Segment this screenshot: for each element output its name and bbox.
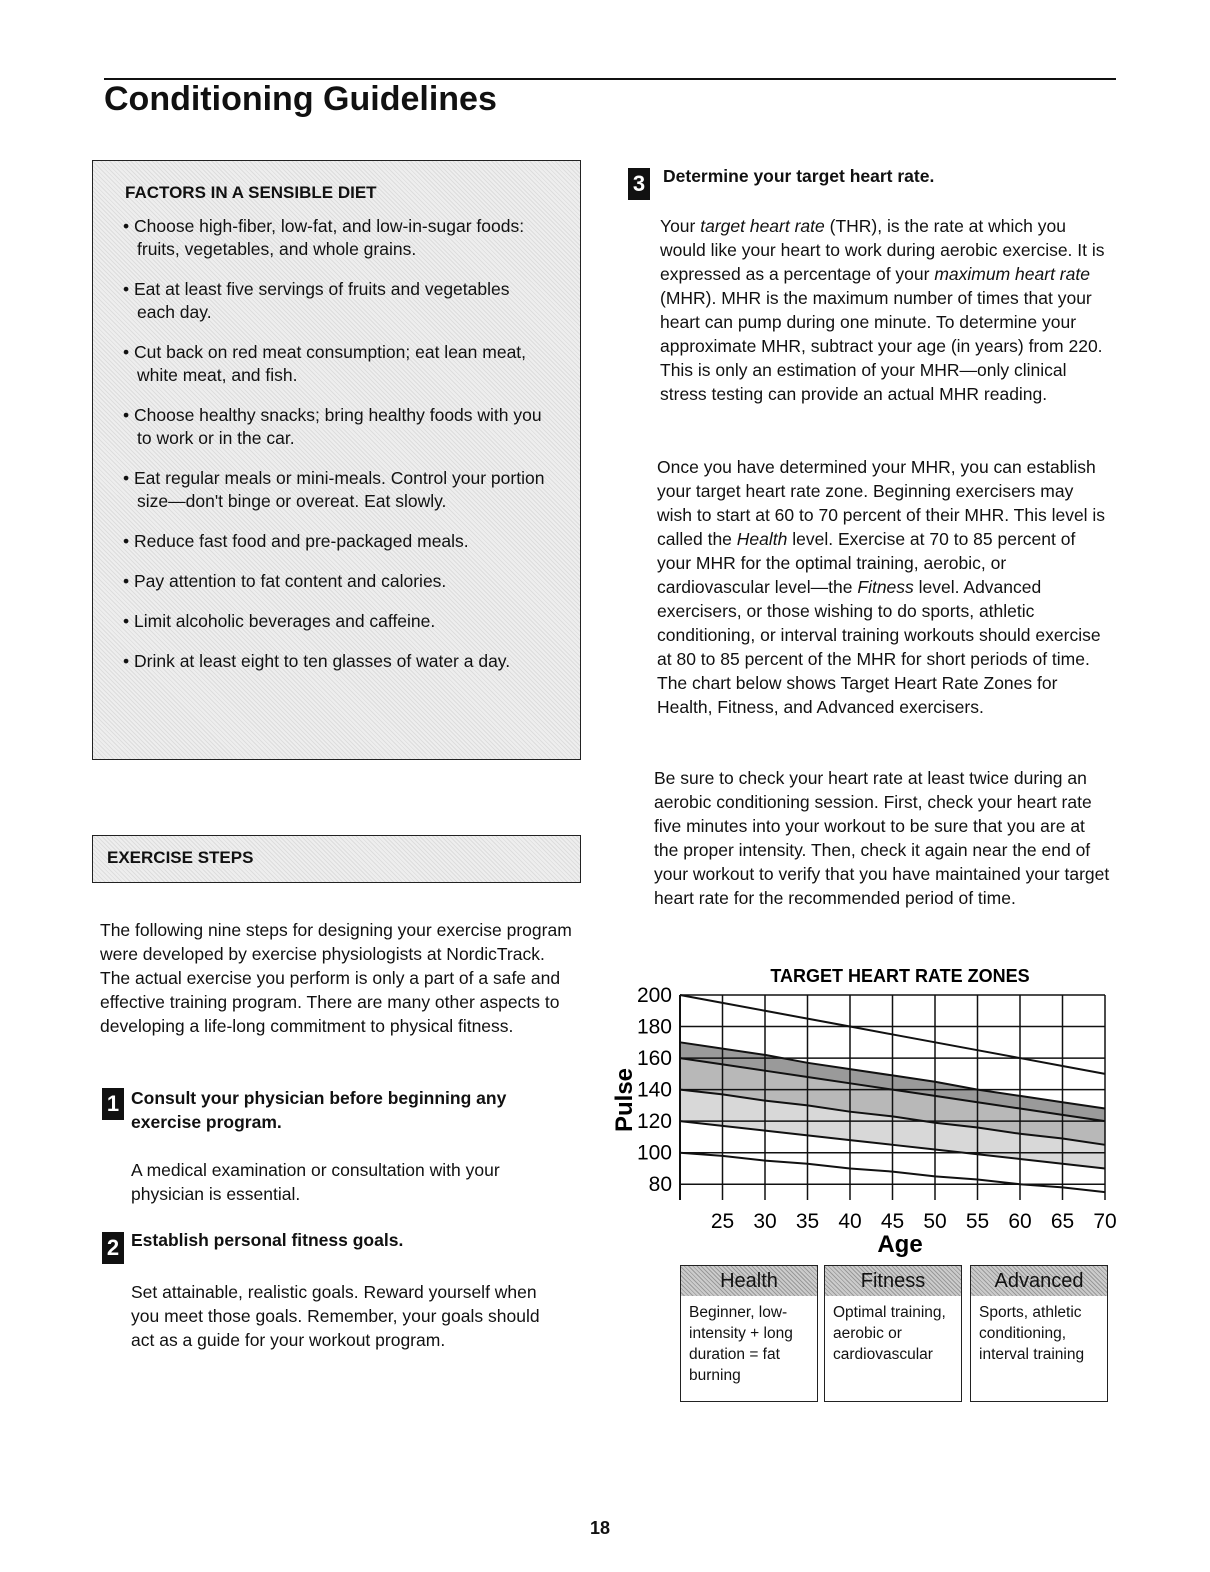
diet-heading: FACTORS IN A SENSIBLE DIET <box>125 183 377 202</box>
zone-label: Fitness <box>825 1266 961 1296</box>
zone-description: Beginner, low-intensity + long duration = fat burning <box>689 1304 793 1384</box>
y-tick-label: 160 <box>636 1047 672 1071</box>
x-tick-label: 30 <box>753 1210 777 1233</box>
zone-health <box>680 1265 818 1402</box>
heart-rate-chart <box>600 955 1120 1265</box>
diet-item: • Choose high-fiber, low-fat, and low-in-sugar foods: fruits, vegetables, and whole grains. <box>123 215 550 261</box>
step-1-badge: 1 <box>102 1088 124 1120</box>
diet-item: • Pay attention to fat content and calories. <box>123 570 550 593</box>
x-tick-label: 60 <box>1008 1210 1032 1233</box>
exercise-steps-box <box>92 835 581 883</box>
x-tick-label: 65 <box>1050 1210 1075 1233</box>
exercise-steps-heading: EXERCISE STEPS <box>107 848 254 867</box>
diet-list <box>93 215 580 673</box>
x-tick-label: 25 <box>710 1210 735 1233</box>
diet-item: • Cut back on red meat consumption; eat lean meat, white meat, and fish. <box>123 341 550 387</box>
step-1-heading: Consult your physician before beginning any exercise program. <box>131 1088 507 1132</box>
diet-item: • Drink at least eight to ten glasses of water a day. <box>123 650 550 673</box>
x-tick-label: 50 <box>923 1210 947 1233</box>
zone-description: Optimal training, aerobic or cardiovascular <box>833 1304 946 1363</box>
diet-item: • Eat at least five servings of fruits and vegetables each day. <box>123 278 550 324</box>
y-tick-label: 180 <box>636 1015 672 1039</box>
step-3-para-3: Be sure to check your heart rate at least twice during an aerobic conditioning session. First, check your heart rate five minutes into your workout to be sure that you are at the proper intensity. Then, check it again near the end of your workout to verify that you have maintained your target heart rate for the recommended period of time. <box>654 768 1110 908</box>
y-tick-label: 80 <box>648 1173 672 1197</box>
step-1-body: A medical examination or consultation with your physician is essential. <box>131 1160 500 1204</box>
y-axis-label: Pulse <box>611 1067 638 1133</box>
zone-advanced <box>970 1265 1108 1402</box>
step-2-badge: 2 <box>102 1232 124 1264</box>
diet-item: • Eat regular meals or mini-meals. Control your portion size—don't binge or overeat. Eat slowly. <box>123 467 550 513</box>
x-tick-label: 35 <box>795 1210 820 1233</box>
zone-label: Health <box>681 1266 817 1296</box>
y-tick-label: 100 <box>636 1141 672 1165</box>
page-title: Conditioning Guidelines <box>104 80 497 118</box>
x-tick-label: 40 <box>838 1210 862 1233</box>
step-3-para-1: Your target heart rate (THR), is the rate at which you would like your heart to work during aerobic exercise. It is expressed as a percentage of your maximum heart rate (MHR). MHR is the maximum number of times that your heart can pump during one minute. To determine your approximate MHR, subtract your age (in years) from 220. This is only an estimation of your MHR—only clinical stress testing can provide an actual MHR reading. <box>660 216 1105 404</box>
y-tick-label: 200 <box>636 984 672 1007</box>
x-tick-label: 55 <box>965 1210 990 1233</box>
diet-box <box>92 160 581 760</box>
intro-text: The following nine steps for designing your exercise program were developed by exercise physiologists at NordicTrack. The actual exercise you perform is only a part of a safe and effective training program. There are many other aspects to developing a life-long commitment to physical fitness. <box>100 920 572 1036</box>
y-tick-label: 120 <box>636 1110 672 1134</box>
step-2-body: Set attainable, realistic goals. Reward yourself when you meet those goals. Remember, your goals should act as a guide for your workout program. <box>131 1282 540 1350</box>
step-3-para-2: Once you have determined your MHR, you can establish your target heart rate zone. Beginning exercisers may wish to start at 60 to 70 percent of their MHR. This level is called the Health level. Exercise at 70 to 85 percent of your MHR for the optimal training, aerobic, or cardiovascular level—the Fitness level. Advanced exercisers, or those wishing to do sports, athletic conditioning, or interval training workouts should exercise at 80 to 85 percent of the MHR for short periods of time. The chart below shows Target Heart Rate Zones for Health, Fitness, and Advanced exercisers. <box>657 457 1106 717</box>
zone-description: Sports, athletic conditioning, interval training <box>979 1304 1085 1363</box>
step-3-badge: 3 <box>628 168 650 200</box>
chart-title: TARGET HEART RATE ZONES <box>770 966 1030 986</box>
x-axis-label: Age <box>877 1231 923 1258</box>
page-number: 18 <box>590 1518 611 1538</box>
x-tick-label: 70 <box>1093 1210 1117 1233</box>
step-2-heading: Establish personal fitness goals. <box>131 1230 404 1250</box>
zone-label: Advanced <box>971 1266 1107 1296</box>
diet-item: • Reduce fast food and pre-packaged meals. <box>123 530 550 553</box>
y-tick-label: 140 <box>636 1078 672 1102</box>
x-tick-label: 45 <box>880 1210 905 1233</box>
zone-fitness <box>824 1265 962 1402</box>
diet-item: • Limit alcoholic beverages and caffeine. <box>123 610 550 633</box>
diet-item: • Choose healthy snacks; bring healthy foods with you to work or in the car. <box>123 404 550 450</box>
step-3-heading: Determine your target heart rate. <box>663 166 935 186</box>
